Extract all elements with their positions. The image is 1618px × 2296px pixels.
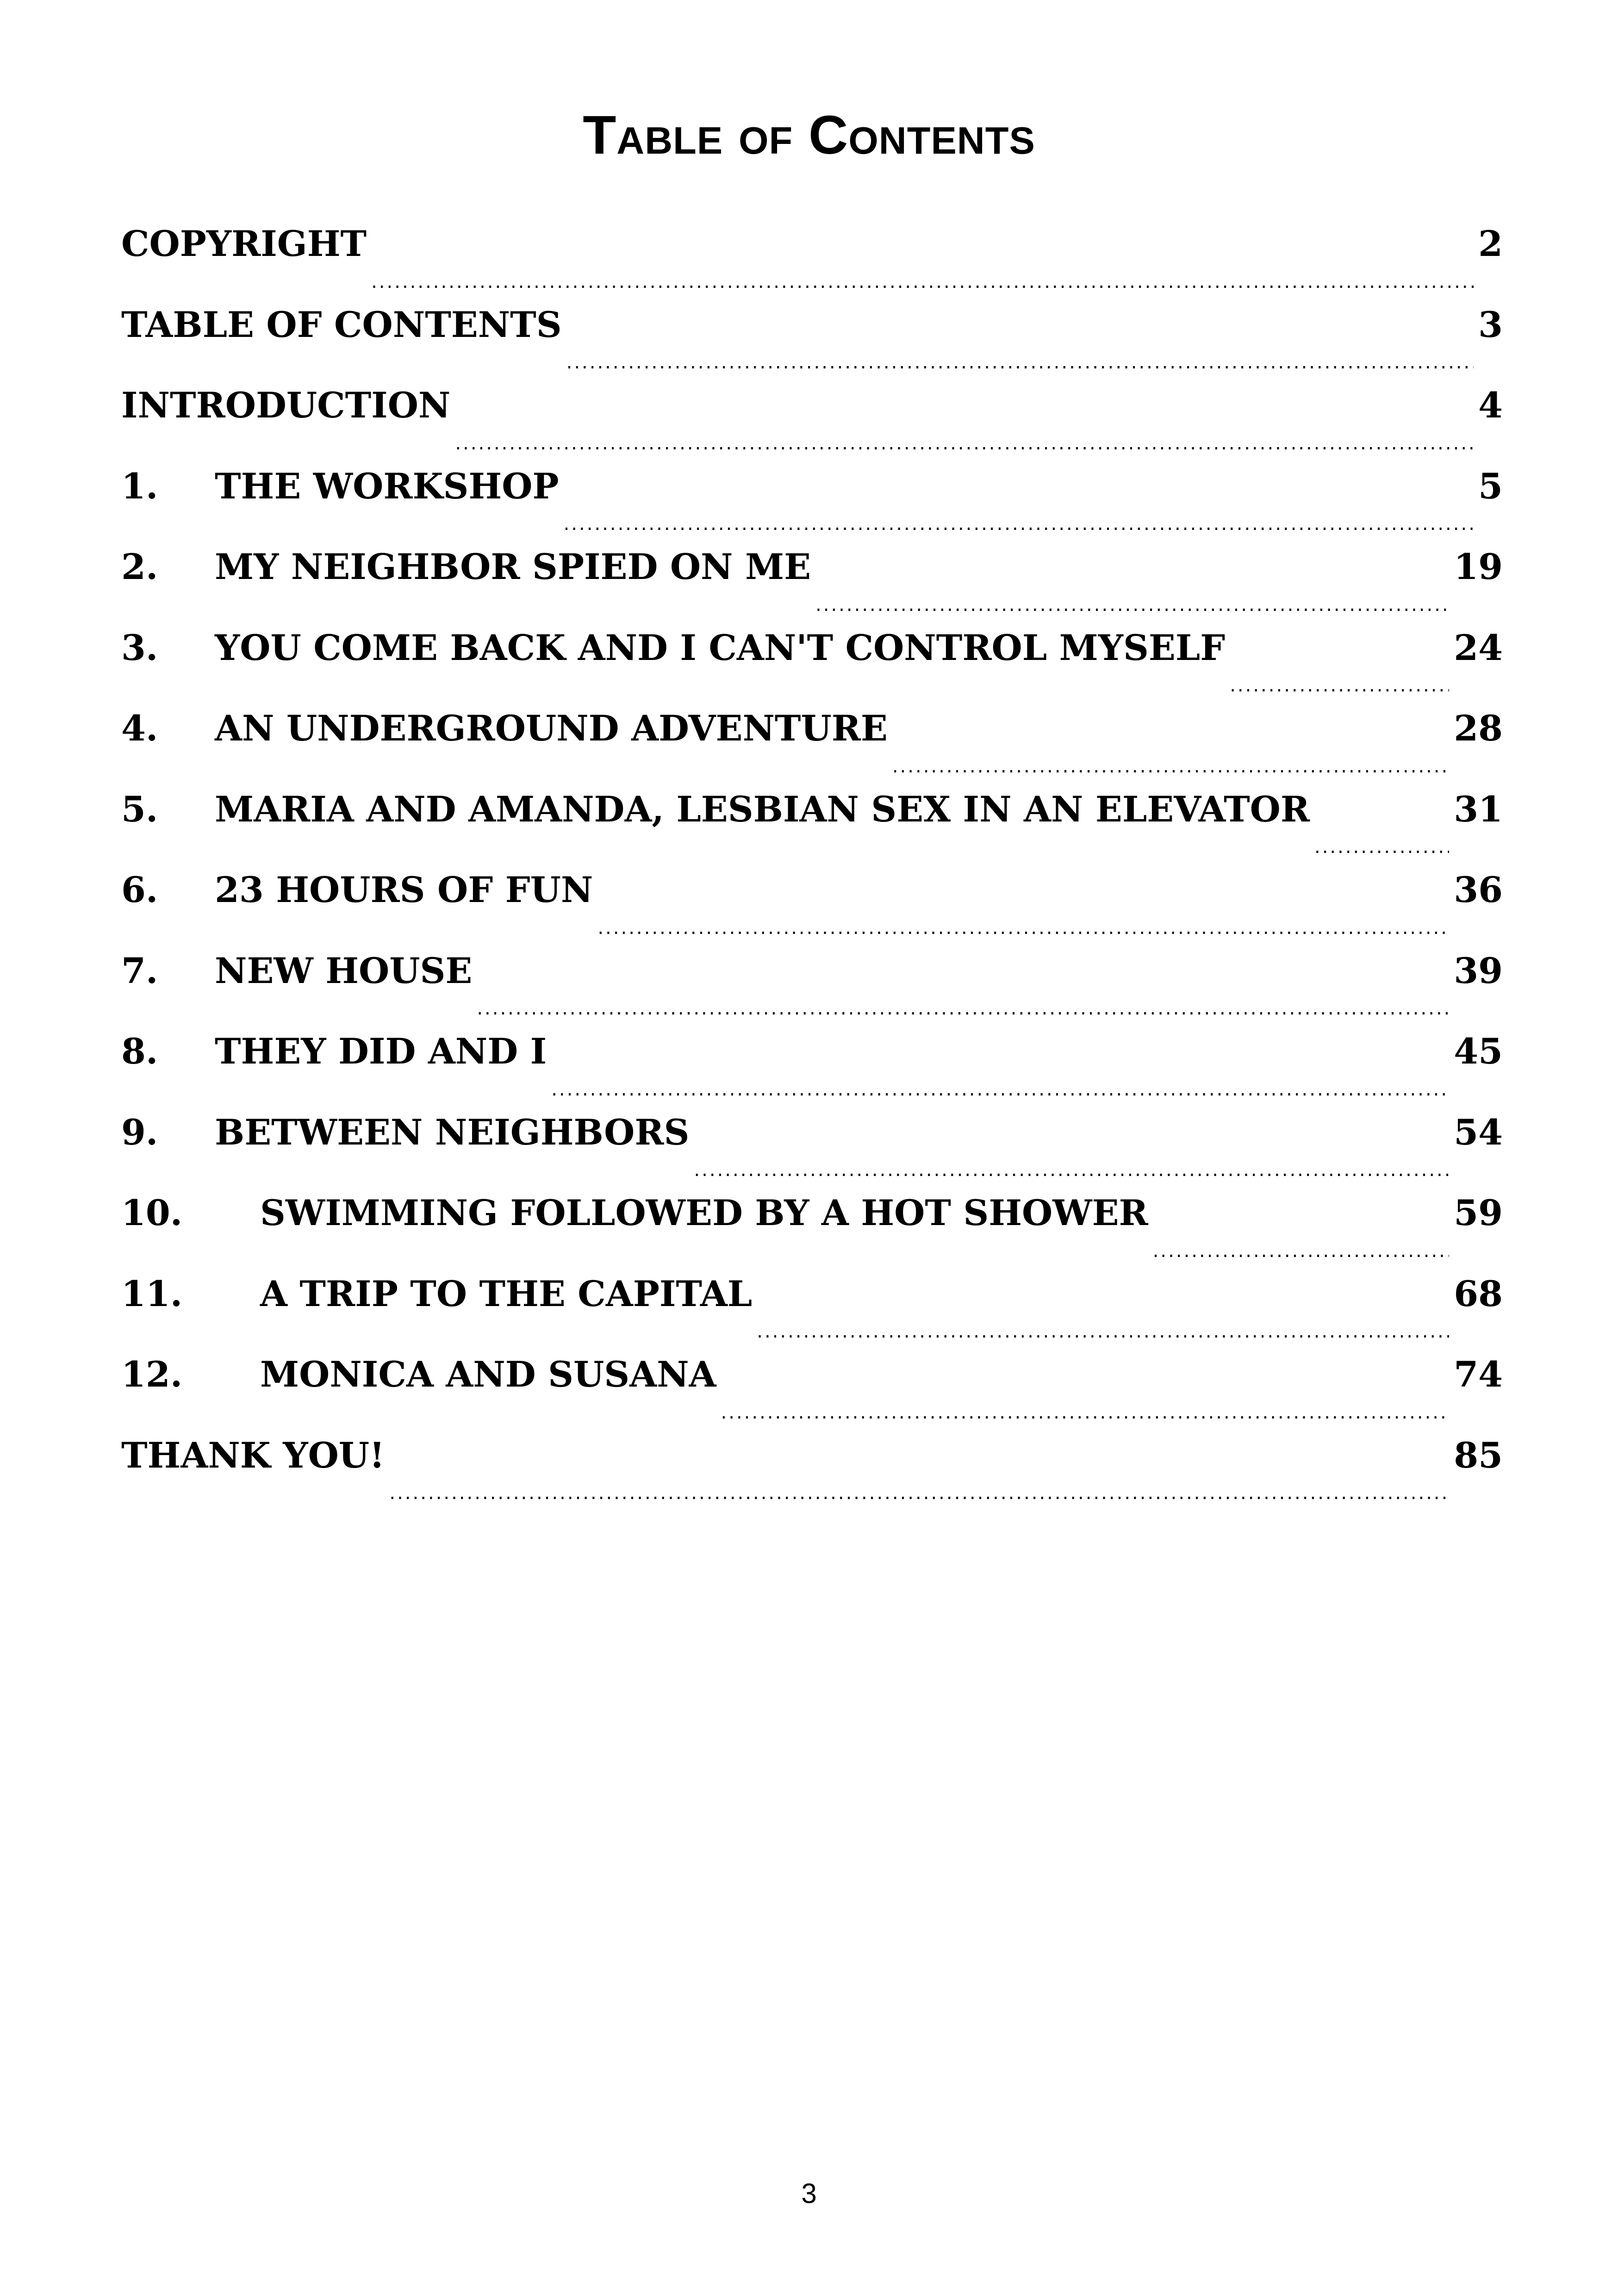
toc-entry-label: NEW HOUSE [215, 950, 473, 991]
toc-dot-leader [564, 461, 1474, 542]
toc-entry-page: 24 [1454, 627, 1503, 668]
toc-entry-copyright[interactable] [121, 218, 1503, 299]
toc-entry-page: 59 [1454, 1192, 1503, 1233]
toc-entry-page: 45 [1454, 1031, 1503, 1072]
toc-entry-table-of-contents[interactable] [121, 299, 1503, 380]
table-of-contents [121, 218, 1503, 1511]
toc-entry-label: THEY DID AND I [215, 1031, 547, 1072]
toc-dot-leader [815, 541, 1449, 622]
toc-dot-leader [371, 218, 1474, 299]
toc-dot-leader [389, 1430, 1449, 1511]
toc-entry-number: 8. [121, 1031, 158, 1072]
page-number: 3 [801, 2178, 817, 2209]
toc-dot-leader [477, 946, 1449, 1027]
toc-entry-chapter-3[interactable] [121, 622, 1503, 703]
toc-dot-leader [721, 1349, 1450, 1430]
toc-entry-label: AN UNDERGROUND ADVENTURE [215, 708, 888, 749]
toc-entry-page: 36 [1454, 869, 1503, 910]
toc-entry-page: 74 [1454, 1354, 1503, 1395]
toc-entry-number: 10. [121, 1192, 183, 1233]
toc-dot-leader [551, 1026, 1449, 1107]
toc-entry-chapter-9[interactable] [121, 1107, 1503, 1188]
page-title: Table of Contents [583, 105, 1035, 166]
toc-entry-number: 6. [121, 869, 158, 910]
toc-entry-page: 54 [1454, 1111, 1503, 1153]
toc-entry-number: 11. [121, 1273, 183, 1314]
toc-entry-page: 39 [1454, 950, 1503, 991]
toc-dot-leader [597, 865, 1449, 946]
toc-entry-label: THE WORKSHOP [215, 465, 559, 507]
toc-entry-chapter-6[interactable] [121, 865, 1503, 946]
toc-entry-page: 2 [1478, 223, 1503, 264]
toc-entry-number: 1. [121, 465, 158, 507]
toc-dot-leader [566, 299, 1474, 380]
toc-entry-chapter-2[interactable] [121, 541, 1503, 622]
toc-entry-number: 12. [121, 1354, 183, 1395]
toc-entry-number: 4. [121, 708, 158, 749]
toc-entry-chapter-5[interactable] [121, 784, 1503, 865]
toc-entry-label: SWIMMING FOLLOWED BY A HOT SHOWER [260, 1192, 1148, 1233]
toc-entry-page: 4 [1478, 385, 1503, 426]
toc-entry-label: COPYRIGHT [121, 223, 367, 264]
toc-entry-number: 3. [121, 627, 158, 668]
toc-entry-introduction[interactable] [121, 380, 1503, 461]
toc-entry-chapter-8[interactable] [121, 1026, 1503, 1107]
toc-entry-chapter-1[interactable] [121, 461, 1503, 542]
toc-entry-chapter-12[interactable] [121, 1349, 1503, 1430]
toc-entry-number: 2. [121, 546, 158, 587]
toc-entry-chapter-4[interactable] [121, 703, 1503, 784]
toc-entry-thank-you[interactable] [121, 1430, 1503, 1511]
toc-entry-page: 68 [1454, 1273, 1503, 1314]
toc-dot-leader [694, 1107, 1449, 1188]
toc-entry-page: 5 [1478, 465, 1503, 507]
toc-entry-number: 7. [121, 950, 158, 991]
toc-entry-label: BETWEEN NEIGHBORS [215, 1111, 690, 1153]
toc-entry-chapter-10[interactable] [121, 1188, 1503, 1269]
toc-entry-number: 5. [121, 788, 158, 830]
toc-entry-label: A TRIP TO THE CAPITAL [260, 1273, 753, 1314]
toc-dot-leader [1153, 1188, 1450, 1269]
toc-dot-leader [455, 380, 1474, 461]
toc-entry-label: 23 HOURS OF FUN [215, 869, 593, 910]
toc-entry-page: 31 [1454, 788, 1503, 830]
toc-entry-chapter-11[interactable] [121, 1269, 1503, 1350]
toc-entry-label: THANK YOU! [121, 1434, 385, 1476]
toc-entry-label: INTRODUCTION [121, 385, 451, 426]
toc-entry-label: TABLE OF CONTENTS [121, 304, 562, 345]
toc-dot-leader [1230, 622, 1449, 703]
toc-entry-page: 85 [1454, 1434, 1503, 1476]
toc-entry-label: YOU COME BACK AND I CAN'T CONTROL MYSELF [215, 627, 1226, 668]
toc-entry-page: 3 [1478, 304, 1503, 345]
toc-entry-label: MY NEIGHBOR SPIED ON ME [215, 546, 811, 587]
toc-dot-leader [757, 1269, 1449, 1350]
toc-dot-leader [1314, 784, 1449, 865]
toc-entry-page: 28 [1454, 708, 1503, 749]
toc-entry-number: 9. [121, 1111, 158, 1153]
toc-entry-chapter-7[interactable] [121, 946, 1503, 1027]
toc-dot-leader [892, 703, 1449, 784]
toc-entry-page: 19 [1454, 546, 1503, 587]
toc-entry-label: MARIA AND AMANDA, LESBIAN SEX IN AN ELEVATOR [215, 788, 1310, 830]
toc-entry-label: MONICA AND SUSANA [260, 1354, 716, 1395]
